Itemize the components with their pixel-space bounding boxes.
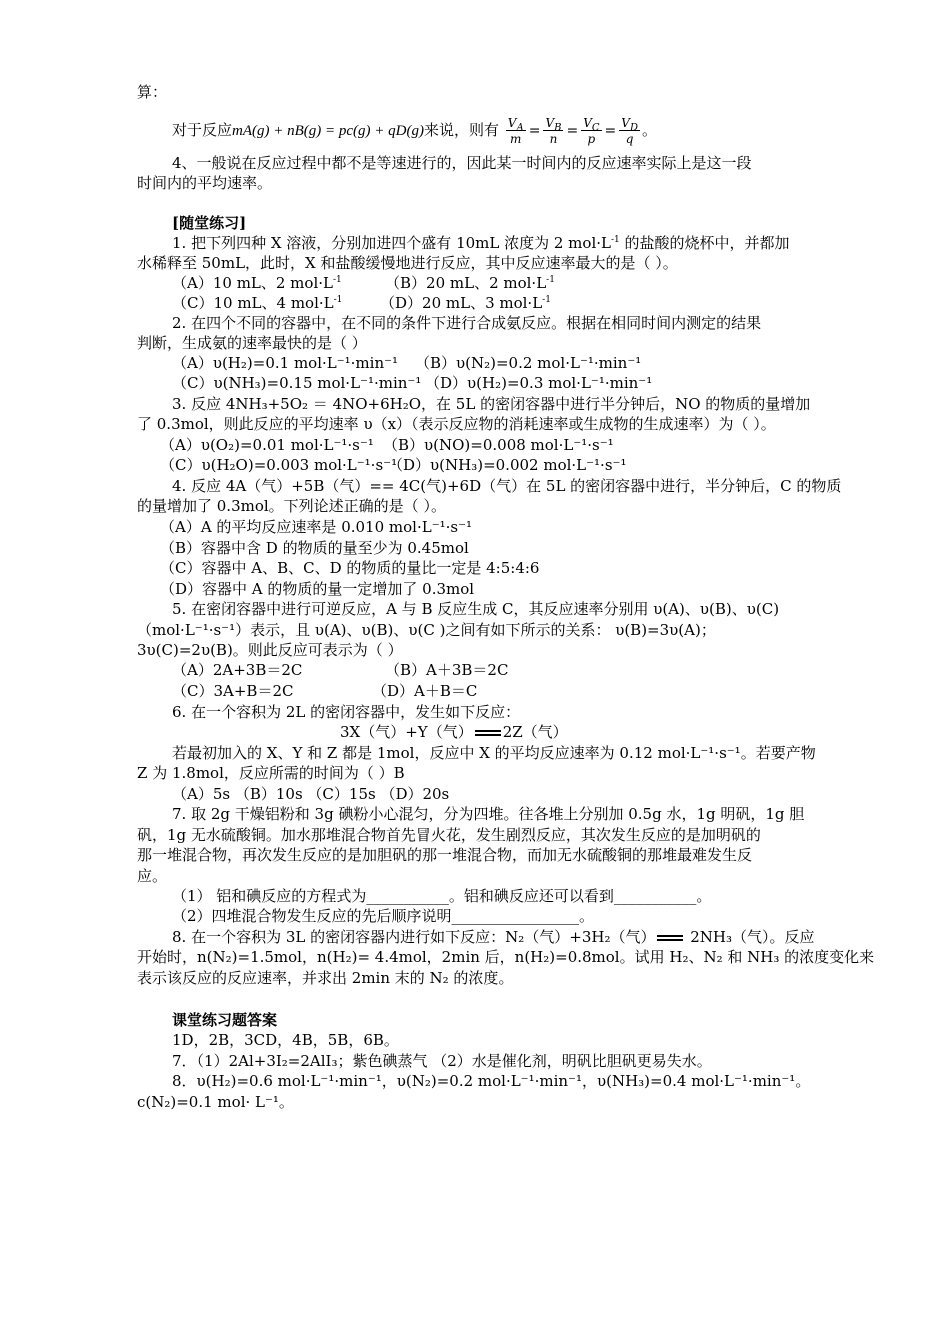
q6-line-2: 若最初加入的 X、Y 和 Z 都是 1mol，反应中 X 的平均反应速率为 0.12 mol·L⁻¹·s⁻¹。若要产物 (172, 744, 816, 762)
fraction-va-m (506, 116, 526, 147)
q3-option-a: （A）υ(O₂)=0.01 mol·L⁻¹·s⁻¹ (160, 436, 374, 454)
practice-heading: [随堂练习] (172, 214, 247, 232)
q1-option-a: （A）10 mL、2 $mol\cdot L^{-1}$ (172, 274, 342, 292)
q5-line-1: 5. 在密闭容器中进行可逆反应，A 与 B 反应生成 C，其反应速率分别用 υ(A)、υ(B)、υ(C) (172, 600, 780, 618)
fraction-denominator: m (510, 131, 522, 146)
q2-option-b: （B）υ(N₂)=0.2 mol·L⁻¹·min⁻¹ (415, 354, 642, 372)
q2-option-d: （D）υ(H₂)=0.3 mol·L⁻¹·min⁻¹ (425, 374, 653, 392)
fraction-denominator: q (625, 131, 634, 146)
q5-option-b: （B）A＋3B＝2C (385, 661, 509, 679)
point-4-line-1: 4、一般说在反应过程中都不是等速进行的，因此某一时间内的反应速率实际上是这一段 (172, 154, 752, 172)
fraction-denominator: n (549, 131, 558, 146)
point-4-line-2: 时间内的平均速率。 (137, 174, 273, 192)
q3-option-d: （D）υ(NH₃)=0.002 mol·L⁻¹·s⁻¹ (388, 456, 627, 474)
q6-options: （A）5s （B）10s （C）15s （D）20s (172, 785, 450, 803)
q2-line-2: 判断，生成氨的速率最快的是（ ） (137, 334, 367, 352)
q7-line-1: 7. 取 2g 干燥铝粉和 3g 碘粉小心混匀，分为四堆。往各堆上分别加 0.5g 水，1g 明矾，1g 胆 (172, 805, 805, 823)
q7-line-2: 矾，1g 无水硫酸铜。加水那堆混合物首先冒火花，发生剧烈反应，其次发生反应的是加明矾的 (137, 826, 761, 844)
reaction-formula: mA(g) + nB(g) = pc(g) + qD(g) (232, 123, 424, 139)
q1-option-d: （D）20 mL、3 $mol\cdot L^{-1}$ (380, 294, 551, 312)
answers-heading: 课堂练习题答案 (172, 1011, 278, 1029)
answers-line-2: 7．（1）2Al+3I₂=2AlI₃；紫色碘蒸气 （2）水是催化剂，明矾比胆矾更易失水。 (172, 1052, 712, 1070)
fraction-vc-p (581, 116, 601, 147)
q5-line-2: （mol·L⁻¹·s⁻¹）表示，且 υ(A)、υ(B)、υ(C )之间有如下所示的关系： υ(B)=3υ(A)； (137, 621, 716, 639)
q6-line-3: Z 为 1.8mol，反应所需的时间为（ ）B (137, 764, 405, 782)
q4-option-a: （A）A 的平均反应速率是 0.010 mol·L⁻¹·s⁻¹ (160, 518, 473, 536)
intro-end: 。 (641, 121, 657, 139)
intro-middle: 来说，则有 (424, 121, 500, 139)
q3-option-b: （B）υ(NO)=0.008 mol·L⁻¹·s⁻¹ (383, 436, 614, 454)
q1-option-c: （C）10 mL、4 $mol\cdot L^{-1}$ (172, 294, 343, 312)
reversible-arrow-icon (657, 934, 683, 942)
q5-line-3: 3υ(C)=2υ(B)。则此反应可表示为（ ） (137, 641, 403, 659)
q5-option-d: （D）A＋B＝C (372, 682, 478, 700)
q7-sub-1: （1） 铝和碘反应的方程式为___________。铝和碘反应还可以看到___________。 (172, 887, 712, 905)
q1-line-2: 水稀释至 50mL，此时，X 和盐酸缓慢地进行反应，其中反应速率最大的是（ ）。 (137, 254, 678, 272)
q3-option-c: （C）υ(H₂O)=0.003 mol·L⁻¹·s⁻¹ (160, 456, 398, 474)
q4-line-1: 4. 反应 4A（气）+5B（气）== 4C(气)+6D（气）在 5L 的密闭容器中进行，半分钟后，C 的物质 (172, 477, 842, 495)
q2-line-1: 2. 在四个不同的容器中，在不同的条件下进行合成氨反应。根据在相同时间内测定的结果 (172, 314, 762, 332)
q4-option-c: （C）容器中 A、B、C、D 的物质的量比一定是 4:5:4:6 (160, 559, 540, 577)
q8-line-1: 8. 在一个容积为 3L 的密闭容器内进行如下反应：N₂（气）+3H₂（气） 2NH₃（气）。反应 (172, 928, 815, 946)
q6-equation: 3X（气）+Y（气） 2Z（气） (340, 723, 568, 741)
q1-option-b: （B）20 mL、2 $mol\cdot L^{-1}$ (385, 274, 555, 292)
q8-line-3: 表示该反应的反应速率，并求出 2min 末的 N₂ 的浓度。 (137, 969, 514, 987)
answers-line-3: 8．υ(H₂)=0.6 mol·L⁻¹·min⁻¹，υ(N₂)=0.2 mol·L⁻¹·min⁻¹，υ(NH₃)=0.4 mol·L⁻¹·min⁻¹。 (172, 1072, 811, 1090)
intro-line-0: 算： (137, 83, 168, 101)
intro-prefix: 对于反应 (172, 121, 233, 139)
q5-option-c: （C）3A+B＝2C (172, 682, 294, 700)
fraction-numerator: $V_B$ (545, 115, 562, 133)
q2-option-a: （A）υ(H₂)=0.1 mol·L⁻¹·min⁻¹ (172, 354, 399, 372)
q5-option-a: （A）2A+3B＝2C (172, 661, 303, 679)
q6-line-1: 6. 在一个容积为 2L 的密闭容器中，发生如下反应： (172, 703, 521, 721)
q1-line-1: 1. 把下列四种 X 溶液，分别加进四个盛有 10mL 浓度为 2 $mol\cdot L^{-1}$ 的盐酸的烧杯中，并都加 (172, 234, 790, 252)
reversible-arrow-icon (475, 729, 501, 737)
fraction-numerator: $V_D$ (621, 115, 638, 133)
q3-line-2: 了 0.3mol，则此反应的平均速率 υ（x）（表示反应物的消耗速率或生成物的生成速率）为（ ）。 (137, 415, 776, 433)
q4-option-b: （B）容器中含 D 的物质的量至少为 0.45mol (160, 539, 469, 557)
fraction-vd-q (619, 116, 640, 147)
q8-line-2: 开始时，n(N₂)=1.5mol，n(H₂)= 4.4mol，2min 后，n(H₂)=0.8mol。试用 H₂、N₂ 和 NH₃ 的浓度变化来 (137, 948, 875, 966)
q4-option-d: （D）容器中 A 的物质的量一定增加了 0.3mol (160, 580, 475, 598)
q3-line-1: 3. 反应 4NH₃+5O₂ ＝ 4NO+6H₂O，在 5L 的密闭容器中进行半分钟后，NO 的物质的量增加 (172, 395, 811, 413)
fraction-vb-n (543, 116, 563, 147)
fraction-numerator: $V_A$ (507, 115, 524, 133)
answers-line-4: c(N₂)=0.1 mol· L⁻¹。 (137, 1093, 294, 1111)
q2-option-c: （C）υ(NH₃)=0.15 mol·L⁻¹·min⁻¹ (172, 374, 422, 392)
fraction-numerator: $V_C$ (583, 115, 600, 133)
q7-line-4: 应。 (137, 867, 168, 885)
q4-line-2: 的量增加了 0.3mol。下列论述正确的是（ ）。 (137, 497, 446, 515)
rate-ratio-formula-line: 对于反应mA(g) + nB(g) = pc(g) + qD(g)来说，则有 $\frac{V_A}{m}$ = $\frac{V_B}{n}$ = $\frac{V_C}{p}$ = $\frac{V_D}{q}$ 。 (172, 115, 657, 146)
answers-line-1: 1D，2B，3CD，4B，5B，6B。 (172, 1031, 399, 1049)
fraction-denominator: p (587, 131, 596, 146)
q7-sub-2: （2）四堆混合物发生反应的先后顺序说明_________________。 (172, 907, 595, 925)
q7-line-3: 那一堆混合物，再次发生反应的是加胆矾的那一堆混合物，而加无水硫酸铜的那堆最难发生反 (137, 846, 753, 864)
